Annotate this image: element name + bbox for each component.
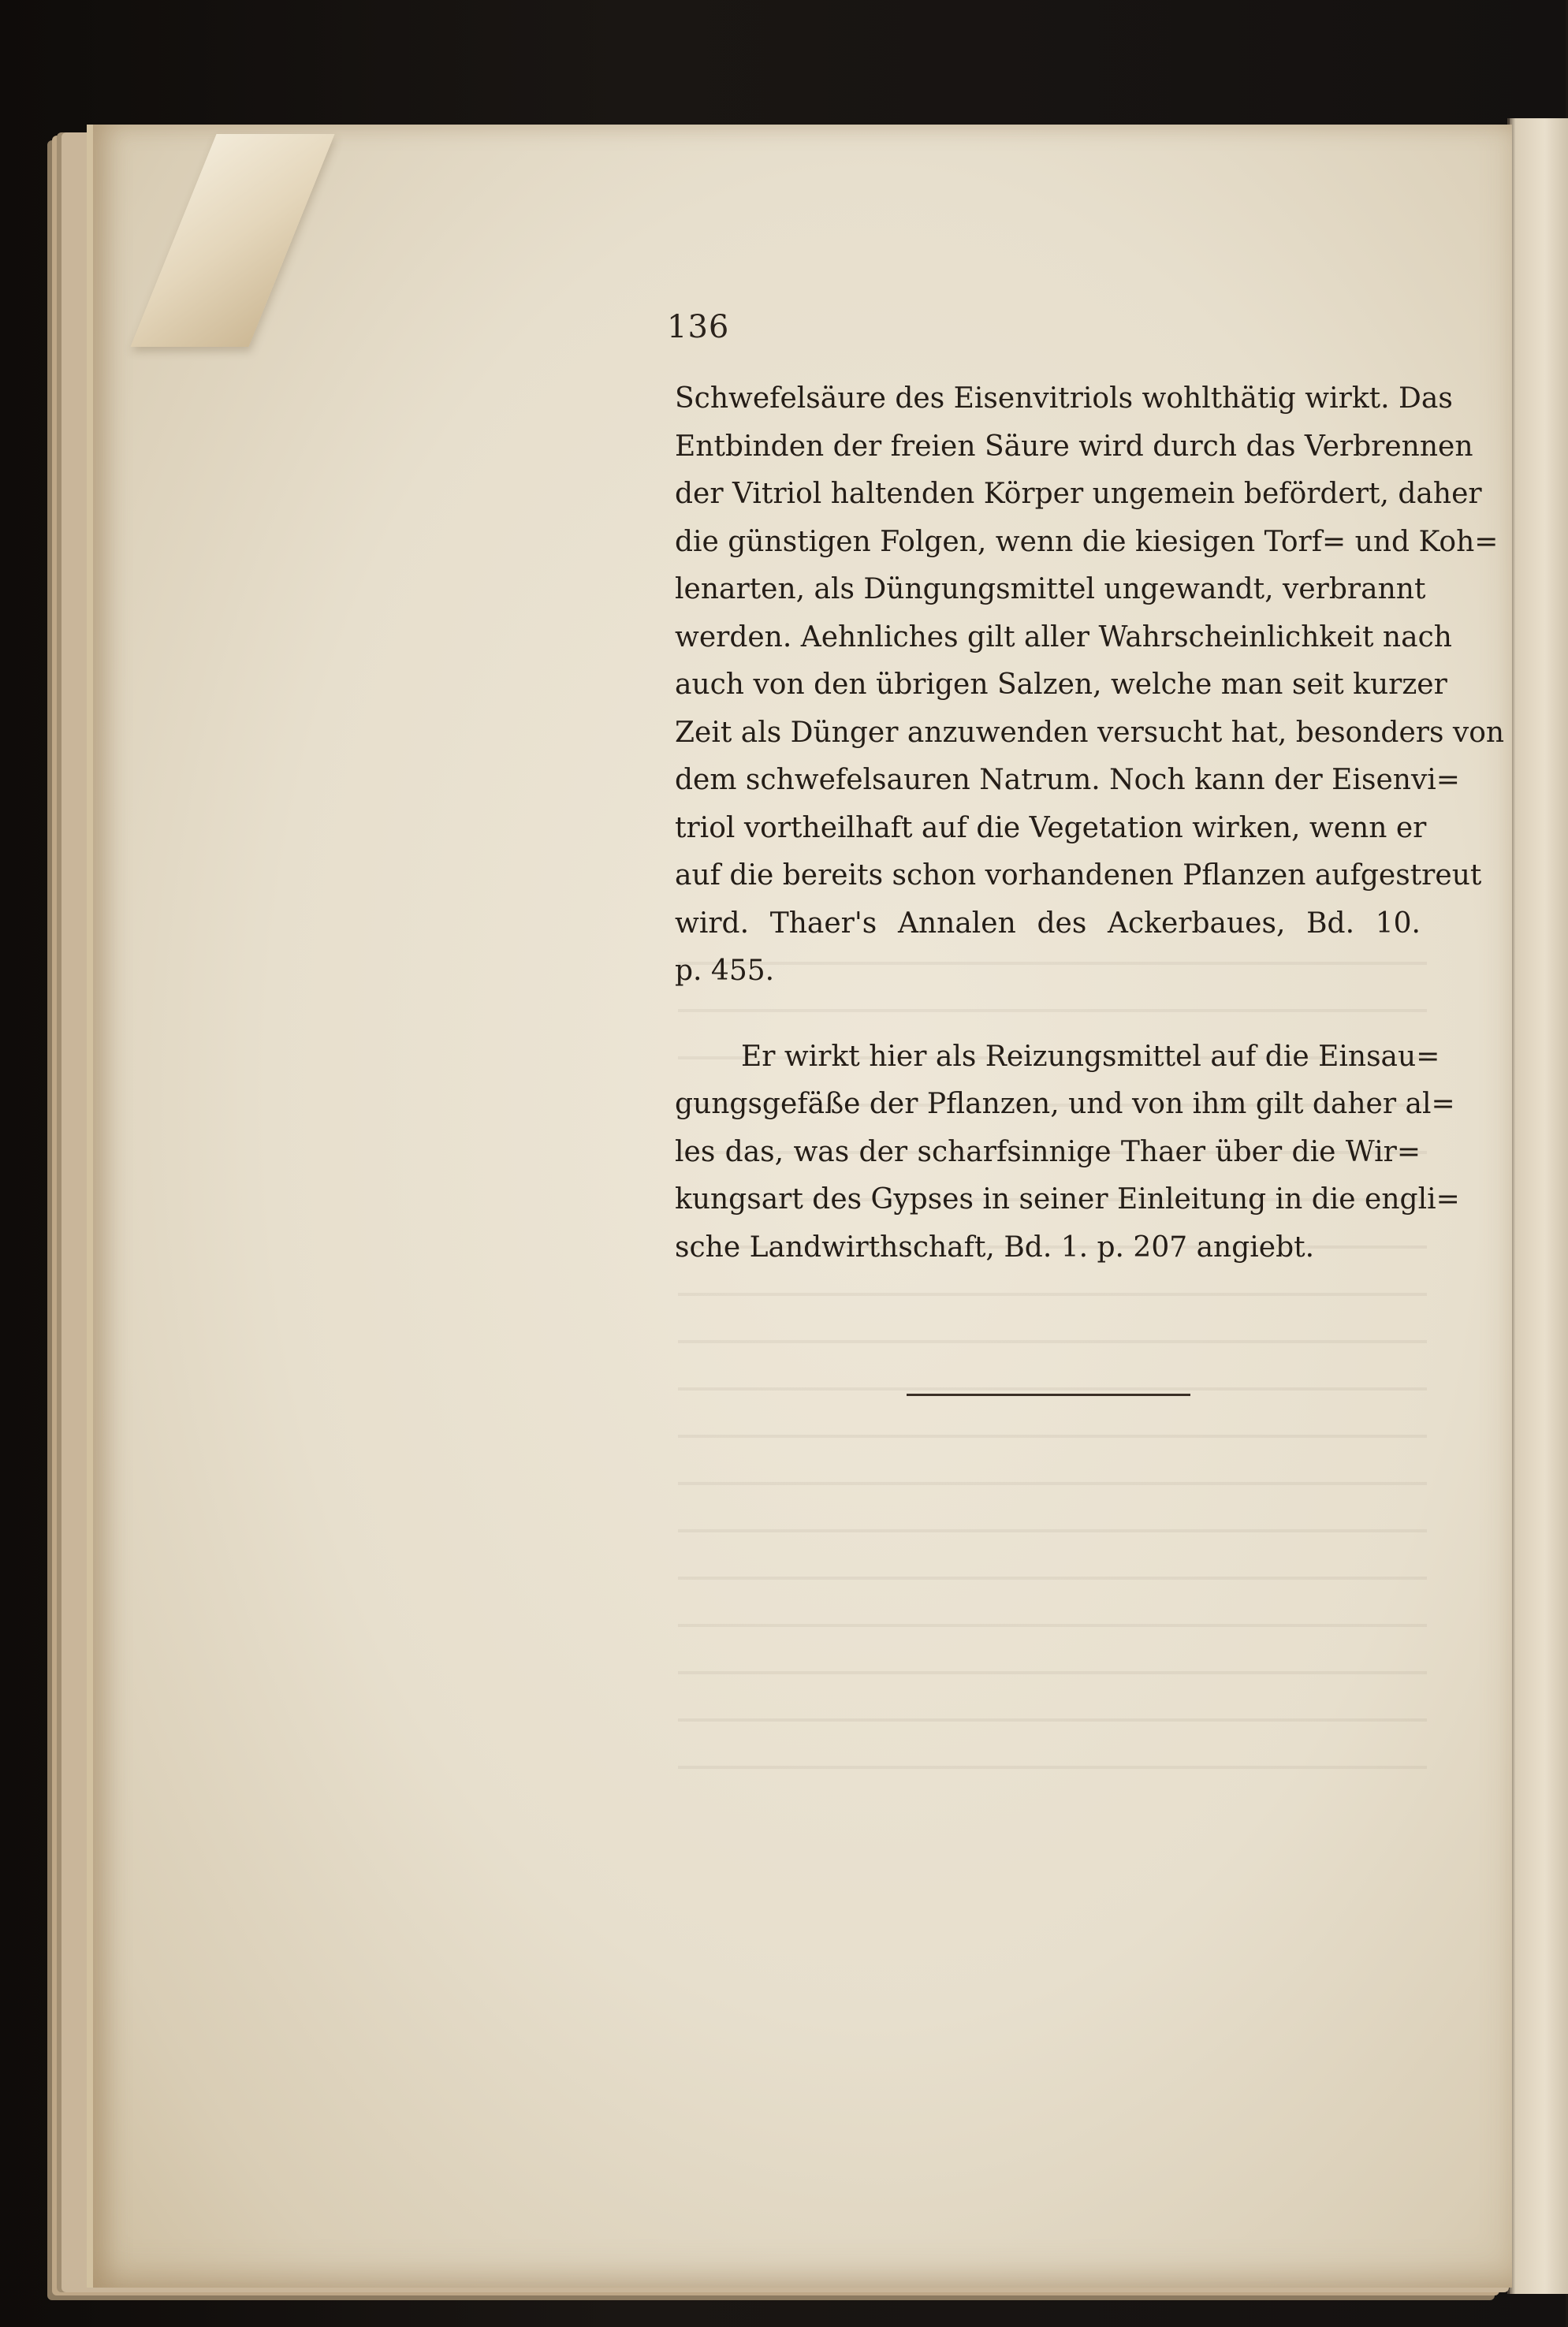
facing-page-edge bbox=[1507, 118, 1568, 2294]
paragraph-gap bbox=[675, 996, 1421, 1033]
text-line: wird. Thaer's Annalen des Ackerbaues, Bd. 10. bbox=[675, 907, 1421, 940]
text-line: p. 455. bbox=[675, 955, 775, 987]
text-line: Er wirkt hier als Reizungsmittel auf die Einsau= bbox=[741, 1040, 1440, 1073]
paragraph-2 bbox=[675, 1033, 1460, 1272]
text-line: Schwefelsäure des Eisenvitriols wohlthätig wirkt. Das bbox=[675, 382, 1453, 415]
body-text bbox=[675, 375, 1505, 1271]
text-line: Zeit als Dünger anzuwenden versucht hat, besonders von bbox=[675, 716, 1505, 749]
text-line: gungsgefäße der Pflanzen, und von ihm gilt daher al= bbox=[675, 1088, 1455, 1120]
text-line: dem schwefelsauren Natrum. Noch kann der Eisenvi= bbox=[675, 764, 1460, 796]
text-line: triol vortheilhaft auf die Vegetation wirken, wenn er bbox=[675, 811, 1427, 844]
text-line: kungsart des Gypses in seiner Einleitung in die engli= bbox=[675, 1183, 1460, 1216]
text-line: auf die bereits schon vorhandenen Pflanzen aufgestreut bbox=[675, 859, 1482, 892]
text-line: die günstigen Folgen, wenn die kiesigen Torf= und Koh= bbox=[675, 525, 1499, 558]
text-line: der Vitriol haltenden Körper ungemein befördert, daher bbox=[675, 478, 1482, 510]
text-line: lenarten, als Düngungsmittel ungewandt, verbrannt bbox=[675, 573, 1426, 605]
paragraph-1 bbox=[675, 375, 1505, 996]
page-number: 136 bbox=[667, 309, 730, 345]
text-line: sche Landwirthschaft, Bd. 1. p. 207 angiebt. bbox=[675, 1231, 1315, 1264]
text-line: les das, was der scharfsinnige Thaer über die Wir= bbox=[675, 1135, 1421, 1168]
section-divider bbox=[907, 1394, 1190, 1396]
text-line: Entbinden der freien Säure wird durch das Verbrennen bbox=[675, 430, 1473, 463]
text-line: auch von den übrigen Salzen, welche man seit kurzer bbox=[675, 668, 1447, 701]
text-line: werden. Aehnliches gilt aller Wahrscheinlichkeit nach bbox=[675, 620, 1452, 653]
